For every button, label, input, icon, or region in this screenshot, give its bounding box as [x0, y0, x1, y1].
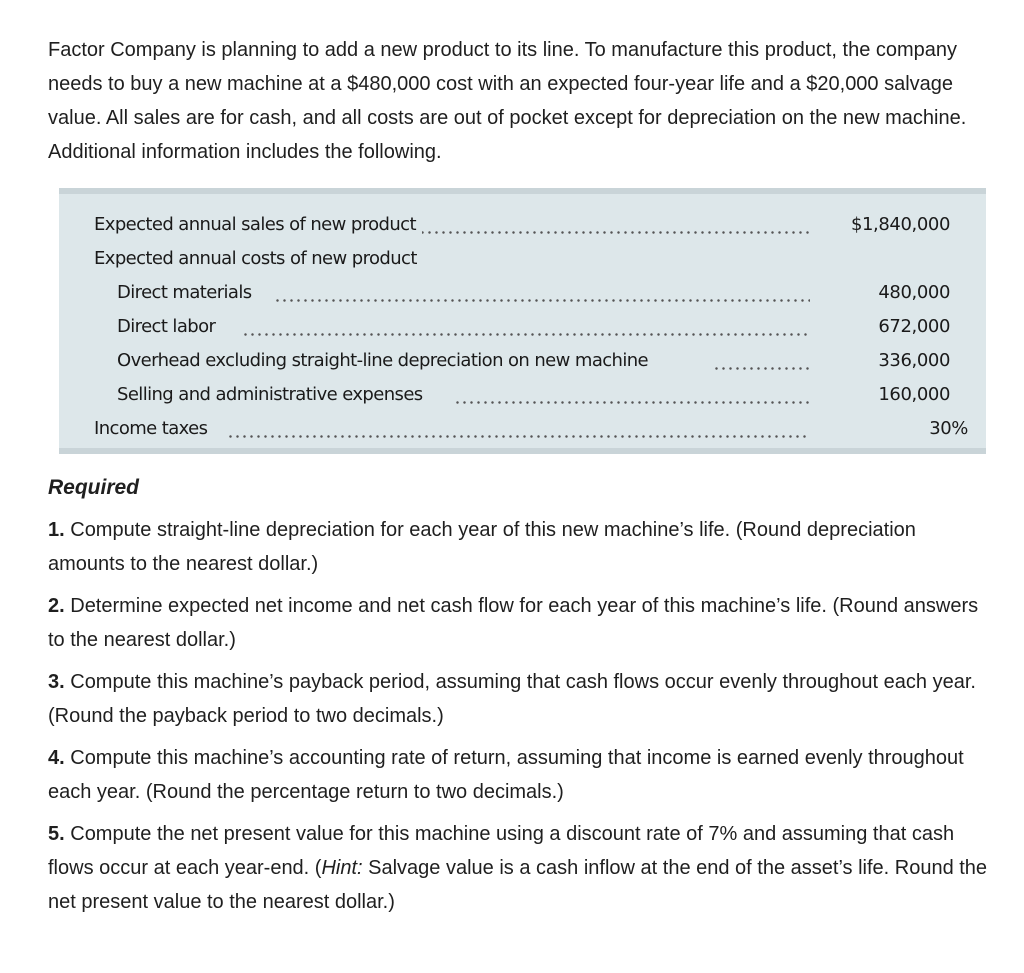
requirement-text: Compute this machine’s payback period, assuming that cash flows occur evenly throughout each year. (Round the payback period to two decimals.) — [48, 671, 976, 727]
table-row — [59, 310, 986, 344]
requirement-item — [48, 741, 992, 809]
table-row — [59, 242, 986, 276]
table-row — [59, 276, 986, 310]
row-label: Expected annual sales of new product — [94, 208, 422, 242]
intro-paragraph: Factor Company is planning to add a new product to its line. To manufacture this product, the company needs to buy a new machine at a $480,000 cost with an expected four-year life and a $20,000 salvage value. All sales are for cash, and all costs are out of pocket except for depreciation on the new machine. Additional information includes the following. — [48, 39, 967, 163]
table-row — [59, 344, 986, 378]
hint-label: Hint: — [321, 857, 363, 879]
row-label: Expected annual costs of new product — [94, 242, 423, 276]
problem-page — [48, 33, 992, 919]
requirement-text: Compute the net present value for this machine using a discount rate of 7% and assuming that cash flows occur at each year-end. ( — [48, 823, 955, 879]
row-label: Direct materials — [117, 276, 258, 310]
requirement-number: 2. — [48, 595, 65, 617]
row-label: Overhead excluding straight-line depreciation on new machine — [117, 344, 654, 378]
requirement-text-continued: Salvage value is a cash inflow at the end of the asset’s life. Round the net present value to the nearest dollar.) — [48, 857, 988, 913]
row-value: 160,000 — [878, 384, 950, 405]
row-value: $1,840,000 — [850, 214, 950, 235]
requirement-text: Compute this machine’s accounting rate of return, assuming that income is earned evenly throughout each year. (Round the percentage return to two decimals.) — [48, 747, 964, 803]
row-value: 30% — [929, 418, 968, 439]
requirement-number: 3. — [48, 671, 65, 693]
requirement-number: 4. — [48, 747, 65, 769]
row-label: Income taxes — [94, 412, 213, 446]
row-value: 672,000 — [878, 316, 950, 337]
table-row — [59, 208, 986, 242]
table-row — [59, 378, 986, 412]
row-label: Selling and administrative expenses — [117, 378, 429, 412]
requirement-item — [48, 513, 992, 581]
requirement-item — [48, 817, 992, 919]
requirement-text: Compute straight-line depreciation for each year of this new machine’s life. (Round depreciation amounts to the nearest dollar.) — [48, 519, 916, 575]
requirement-item — [48, 665, 992, 733]
row-value: 480,000 — [878, 282, 950, 303]
row-label: Direct labor — [117, 310, 221, 344]
additional-information-table — [59, 188, 986, 454]
required-heading: Required — [48, 476, 140, 499]
table-row — [59, 412, 986, 446]
requirement-number: 5. — [48, 823, 65, 845]
requirement-item — [48, 589, 992, 657]
requirement-text: Determine expected net income and net cash flow for each year of this machine’s life. (Round answers to the nearest dollar.) — [48, 595, 979, 651]
row-value: 336,000 — [878, 350, 950, 371]
requirement-number: 1. — [48, 519, 65, 541]
